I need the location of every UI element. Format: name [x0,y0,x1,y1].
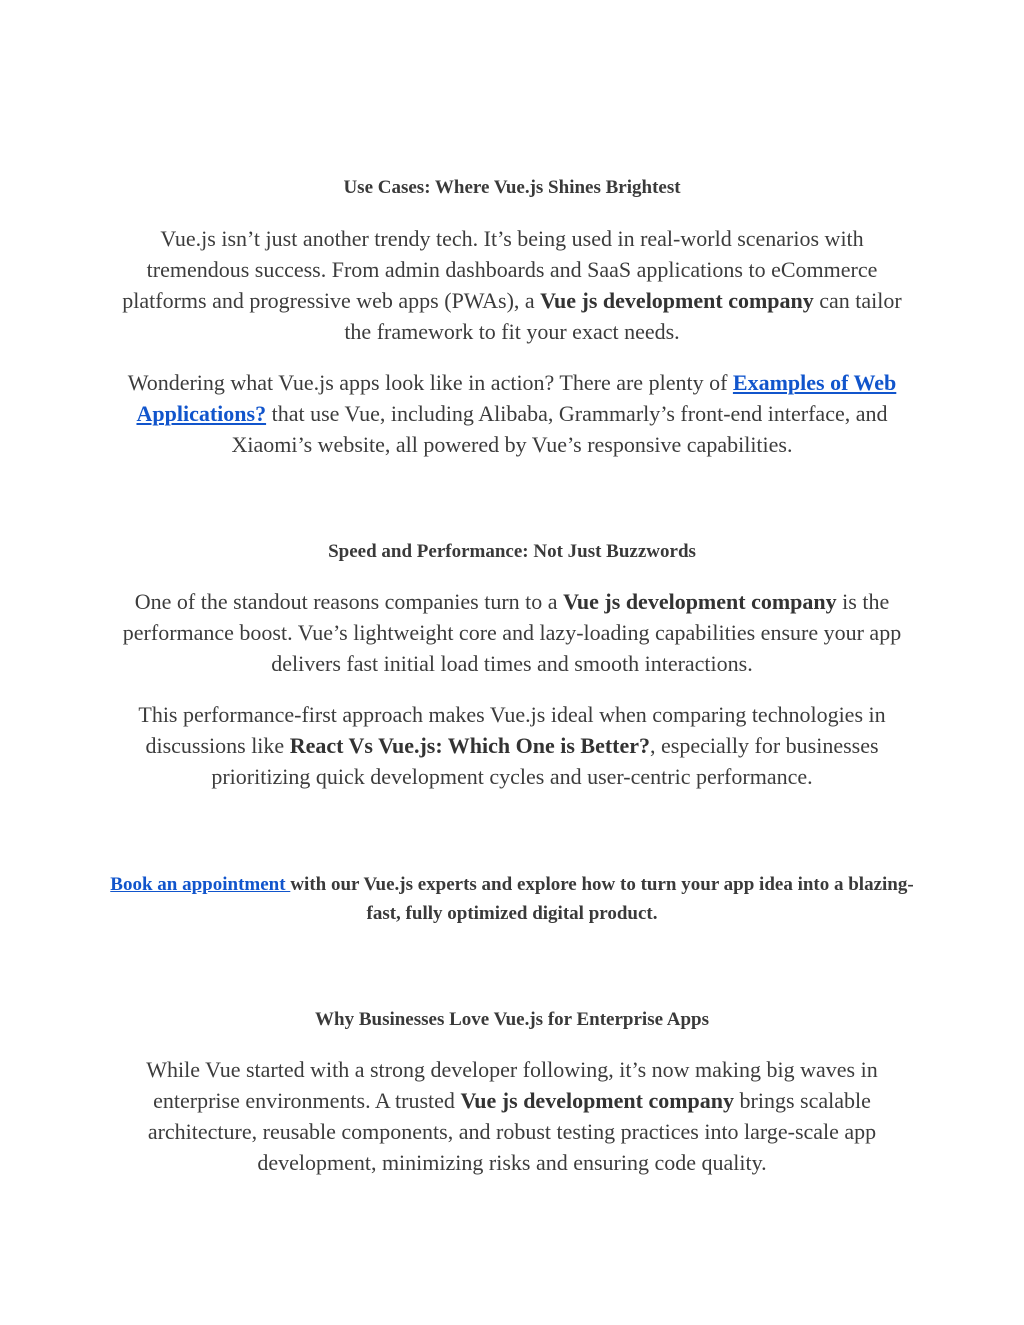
bold-keyword: Vue js development company [540,288,814,313]
cta-text: with our Vue.js experts and explore how to turn your app idea into a blazing-fast, fully optimized digital product. [290,874,914,924]
section-heading-use-cases: Use Cases: Where Vue.js Shines Brightest [343,177,681,198]
paragraph-text: One of the standout reasons companies turn to a [134,589,564,614]
bold-keyword: Vue js development company [460,1088,735,1113]
paragraph-performance-first [110,699,914,792]
call-to-action [110,870,914,928]
paragraph-performance-boost [110,586,914,679]
paragraph-text: , especially for businesses prioritizing quick development cycles and user-centric performance. [211,733,879,789]
section-heading-enterprise: Why Businesses Love Vue.js for Enterprise Apps [315,1009,709,1030]
bold-keyword: Vue js development company [563,589,837,614]
paragraph-text: brings scalable architecture, reusable components, and robust testing practices into large-scale app development, minimizing risks and ensuring code quality. [147,1088,877,1175]
paragraph-use-cases-intro [110,223,914,347]
book-appointment-link[interactable]: Book an appointment [110,874,291,895]
paragraph-text: While Vue started with a strong developer following, it’s now making big waves in enterprise environments. A trusted [146,1057,878,1113]
paragraph-examples [110,367,914,460]
paragraph-text: that use Vue, including Alibaba, Grammarly’s front-end interface, and Xiaomi’s website, all powered by Vue’s responsive capabilities. [231,401,888,457]
bold-keyword: React Vs Vue.js: Which One is Better? [289,733,651,758]
section-heading-speed-performance: Speed and Performance: Not Just Buzzwords [328,541,696,562]
paragraph-enterprise [110,1054,914,1178]
paragraph-text: This performance-first approach makes Vue.js ideal when comparing technologies in discussions like [138,702,886,758]
paragraph-text: can tailor the framework to fit your exact needs. [344,288,902,344]
examples-of-web-applications-link[interactable]: Examples of Web Applications? [136,370,897,426]
paragraph-text: Vue.js isn’t just another trendy tech. It’s being used in real-world scenarios with tremendous success. From admin dashboards and SaaS applications to eCommerce platforms and progressive web apps (PWAs), a [122,226,878,313]
paragraph-text: Wondering what Vue.js apps look like in action? There are plenty of [127,370,733,395]
paragraph-text: is the performance boost. Vue’s lightweight core and lazy-loading capabilities ensure your app delivers fast initial load times and smooth interactions. [122,589,902,676]
